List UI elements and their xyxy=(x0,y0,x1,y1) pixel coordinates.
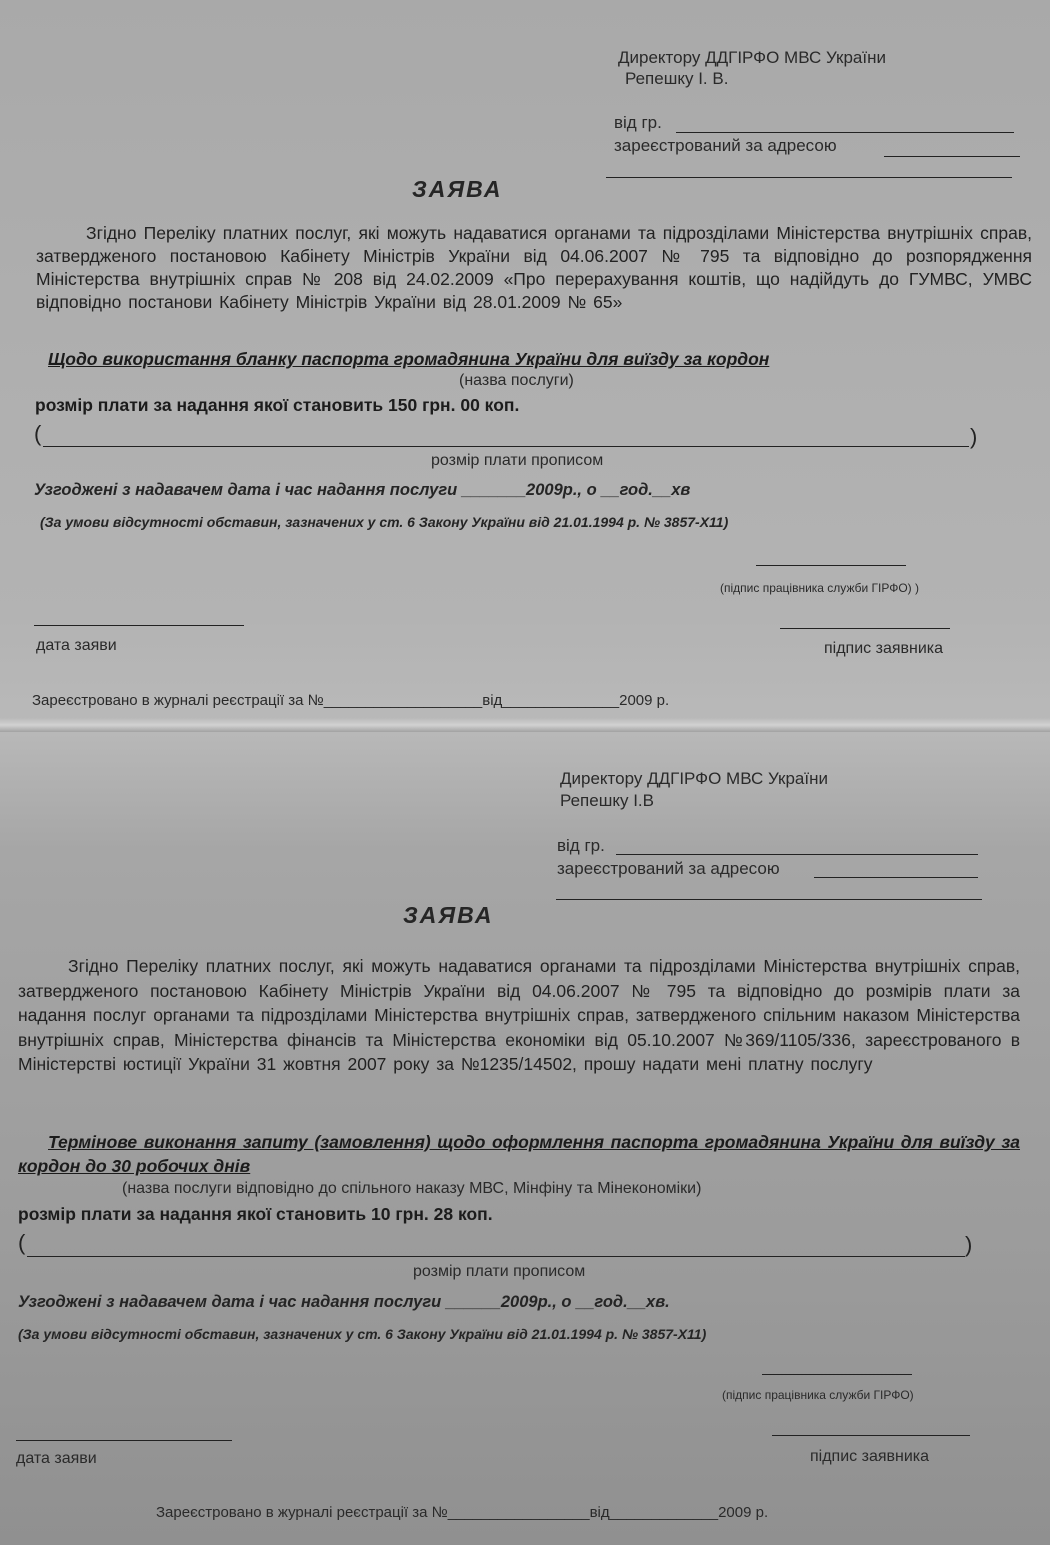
service-name xyxy=(18,1130,1020,1178)
date-line xyxy=(34,625,244,626)
applicant-signature-line xyxy=(772,1435,970,1436)
form-title: ЗАЯВА xyxy=(403,902,494,928)
from-label: від гр. xyxy=(557,836,605,855)
address-line-1 xyxy=(884,156,1020,157)
legal-note: (За умови відсутності обставин, зазначених у ст. 6 Закону України від 21.01.1994 р. № 3857-Х11) xyxy=(40,514,729,530)
legal-note: (За умови відсутності обставин, зазначених у ст. 6 Закону України від 21.01.1994 р. № 3857-Х11) xyxy=(18,1326,707,1342)
fee-words-caption: розмір плати прописом xyxy=(413,1263,586,1280)
addressee-line-1: Директору ДДГІРФО МВС України xyxy=(618,48,886,67)
registered-address-label: зареєстрований за адресою xyxy=(557,859,780,878)
form-body: Згідно Переліку платних послуг, які можуть надаватися органами та підрозділами Міністерства внутрішніх справ, затвердженого постановою Кабінету Міністрів України від 04.06.2007 № 795 та відповідно до розпорядження Міністерства внутрішніх справ № 208 від 24.02.2009 «Про перерахування коштів, що надійдуть до ГУМВС, УМВС відповідно постанови Кабінету Міністрів України від 28.01.2009 № 65» xyxy=(36,223,1032,312)
address-line-2 xyxy=(556,899,982,900)
journal-registration: Зареєстровано в журналі реєстрації за №___________________від______________2009 р. xyxy=(32,692,670,709)
fee-words-caption: розмір плати прописом xyxy=(431,452,604,469)
from-name-line xyxy=(676,132,1014,133)
registered-address-label: зареєстрований за адресою xyxy=(614,136,837,155)
addressee-line-1: Директору ДДГІРФО МВС України xyxy=(560,769,828,788)
applicant-signature-label: підпис заявника xyxy=(824,640,944,657)
paper-fold xyxy=(0,718,1050,732)
date-label: дата заяви xyxy=(36,637,117,654)
staff-signature-line xyxy=(762,1374,912,1375)
fee-words-close-paren: ) xyxy=(965,1232,973,1257)
from-label: від гр. xyxy=(614,113,662,132)
service-text: Термінове виконання запиту (замовлення) щодо оформлення паспорта громадянина України для виїзду за кордон до 30 робочих днів xyxy=(18,1132,1020,1176)
fee-words-close-paren: ) xyxy=(970,424,978,449)
service-name: Щодо використання бланку паспорта громадянина України для виїзду за кордон xyxy=(48,349,770,369)
form-2 xyxy=(0,732,1050,1545)
date-line xyxy=(16,1440,232,1441)
fee-words-line xyxy=(27,1256,965,1257)
staff-signature-caption: (підпис працівника служби ГІРФО) xyxy=(722,1388,914,1402)
fee-words-open-paren: ( xyxy=(18,1230,26,1255)
service-caption: (назва послуги) xyxy=(459,372,574,389)
address-line-2 xyxy=(606,177,1012,178)
form-1 xyxy=(0,0,1050,718)
from-name-line xyxy=(616,854,978,855)
fee-amount: розмір плати за надання якої становить 10 грн. 28 коп. xyxy=(18,1204,493,1224)
date-label: дата заяви xyxy=(16,1450,97,1467)
fee-amount: розмір плати за надання якої становить 150 грн. 00 коп. xyxy=(35,395,520,415)
addressee-line-2: Репешку І. В. xyxy=(625,69,729,88)
agreed-date-time: Узгоджені з надавачем дата і час надання послуги _______2009р., о __год.__хв xyxy=(34,481,691,499)
fee-words-open-paren: ( xyxy=(34,421,42,446)
form-body-text xyxy=(36,222,1032,314)
applicant-signature-label: підпис заявника xyxy=(810,1448,930,1465)
address-line-1 xyxy=(814,877,978,878)
staff-signature-caption: (підпис працівника служби ГІРФО) ) xyxy=(720,581,920,595)
addressee-line-2: Репешку І.В xyxy=(560,791,654,810)
form-body-text xyxy=(18,954,1020,1077)
service-caption: (назва послуги відповідно до спільного наказу МВС, Мінфіну та Мінекономіки) xyxy=(122,1180,702,1197)
staff-signature-line xyxy=(756,565,906,566)
applicant-signature-line xyxy=(780,628,950,629)
form-body: Згідно Переліку платних послуг, які можуть надаватися органами та підрозділами Міністерства внутрішніх справ, затвердженого постановою Кабінету Міністрів України від 04.06.2007 № 795 та відповідно до розмірів плати за надання послуг органами та підрозділами Міністерства внутрішніх справ, затвердженого спільним наказом Міністерства внутрішніх справ, Міністерства фінансів та Міністерства економіки від 05.10.2007 №369/1105/336, зареєстрованого в Міністерстві юстиції України 31 жовтня 2007 року за №1235/14502, прошу надати мені платну послугу xyxy=(18,956,1020,1074)
agreed-date-time: Узгоджені з надавачем дата і час надання послуги ______2009р., о __год.__хв. xyxy=(18,1293,670,1311)
fee-words-line xyxy=(43,446,969,447)
journal-registration: Зареєстровано в журналі реєстрації за №_________________від_____________2009 р. xyxy=(156,1504,769,1521)
form-title: ЗАЯВА xyxy=(412,176,503,202)
